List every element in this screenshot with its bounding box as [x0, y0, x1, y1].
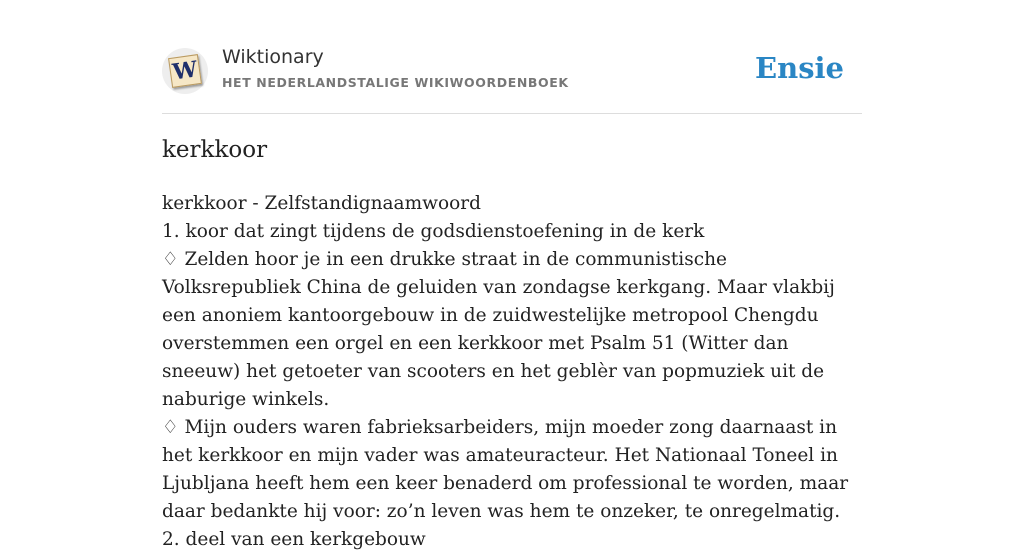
definition-1: 1. koor dat zingt tijdens de godsdienstoefening in de kerk	[162, 221, 705, 242]
example-1: ♢ Zelden hoor je in een drukke straat in de communistische Volksrepubliek China de geluiden van zondagse kerkgang. Maar vlakbij een anoniem kantoorgebouw in de zuidwestelijke metropool Chengdu overstemmen een orgel en een kerkkoor met Psalm 51 (Witter dan sneeuw) het getoeter van scooters en het geblèr van popmuziek uit de naburige winkels.	[162, 249, 835, 410]
ensie-brand-link[interactable]: Ensie	[755, 51, 844, 85]
example-2: ♢ Mijn ouders waren fabrieksarbeiders, mijn moeder zong daarnaast in het kerkkoor en mijn vader was amateuracteur. Het Nationaal Toneel in Ljubljana heeft hem een keer benaderd om professional te worden, maar daar bedankte hij voor: zo’n leven was hem te onzeker, te onregelmatig.	[162, 417, 849, 522]
wiktionary-logo-icon[interactable]	[162, 48, 208, 94]
site-header	[162, 44, 862, 98]
definition-body	[162, 190, 862, 554]
logo-tile: W	[168, 54, 202, 88]
header-divider	[162, 113, 862, 114]
site-subtitle: HET NEDERLANDSTALIGE WIKIWOORDENBOEK	[222, 75, 569, 90]
definition-2: 2. deel van een kerkgebouw	[162, 529, 426, 550]
page-title: kerkkoor	[162, 137, 268, 163]
entry-heading: kerkkoor - Zelfstandignaamwoord	[162, 193, 481, 214]
site-title[interactable]: Wiktionary	[222, 46, 324, 68]
